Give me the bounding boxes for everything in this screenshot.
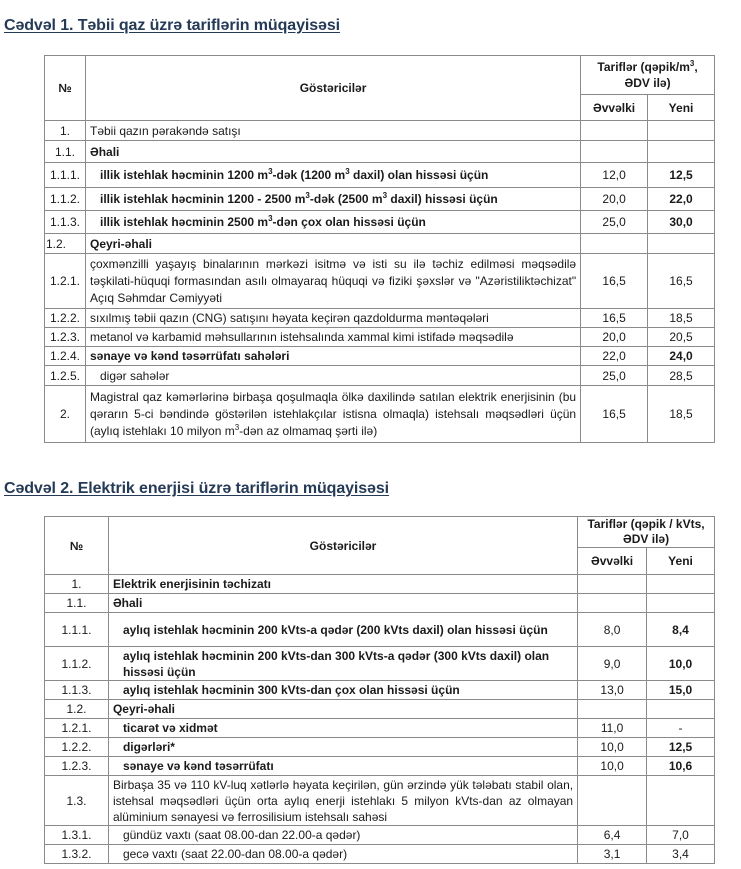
row-new — [648, 234, 715, 254]
row-text: Qeyri-əhali — [108, 700, 577, 719]
header-no: № — [45, 517, 109, 575]
row-text: digərləri* — [108, 738, 577, 757]
row-new: 12,5 — [647, 738, 715, 757]
row-no: 1.2.5. — [45, 366, 86, 386]
row-new — [647, 776, 715, 826]
row-text: Elektrik enerjisinin təchizatı — [108, 575, 577, 594]
row-no: 1.2.2. — [45, 738, 109, 757]
table-row — [45, 254, 715, 309]
row-prev: 3,1 — [578, 845, 647, 864]
row-text: Əhali — [108, 594, 577, 613]
table-row — [45, 681, 715, 700]
row-no: 1.1.1. — [45, 613, 109, 647]
table2-title: Cədvəl 2. Elektrik enerjisi üzrə tariflərin müqayisəsi — [4, 480, 389, 497]
row-text: sıxılmış təbii qazın (CNG) satışını həyata keçirən qazdoldurma məntəqələri — [85, 309, 580, 328]
table-row — [45, 613, 715, 647]
row-new — [647, 575, 715, 594]
header-previous: Əvvəlki — [578, 548, 647, 575]
row-prev — [578, 594, 647, 613]
table-row — [45, 594, 715, 613]
header-no: № — [45, 56, 86, 121]
row-no: 1.3.2. — [45, 845, 109, 864]
row-prev: 20,0 — [581, 328, 648, 347]
row-no: 1.2.2. — [45, 309, 86, 328]
table-row — [45, 141, 715, 163]
table-row — [45, 776, 715, 826]
header-tariffs: Tariflər ($qəpik/m^3$, ƏDV ilə) — [581, 56, 715, 95]
row-text: Təbii qazın pərakəndə satışı — [85, 121, 580, 141]
electricity-tariff-table — [44, 516, 715, 864]
row-prev — [578, 700, 647, 719]
row-text: aylıq istehlak həcminin 200 kVts-a qədər (200 kVts daxil) olan hissəsi üçün — [108, 613, 577, 647]
table-row — [45, 738, 715, 757]
table-row — [45, 719, 715, 738]
row-no: 1. — [45, 121, 86, 141]
row-text: illik istehlak həcminin 2500 $m^3$-dən çox olan hissəsi üçün — [85, 211, 580, 234]
row-text: Magistral qaz kəmərlərinə birbaşa qoşulmaqla ölkə daxilində satılan elektrik enerjisinin (bu qərarın 5-ci bəndində göstərilən istehlakçılar istisna olmaqla) istehsalı məqsədləri üçün (aylıq istehlakı 10 milyon $m^3$-dən az olmamaq şərti ilə) — [85, 386, 580, 443]
row-new: 3,4 — [647, 845, 715, 864]
row-prev: 22,0 — [581, 347, 648, 366]
row-text: digər sahələr — [85, 366, 580, 386]
row-new: 10,0 — [647, 647, 715, 681]
table-row — [45, 386, 715, 443]
header-previous: Əvvəlki — [581, 95, 648, 121]
row-new: 18,5 — [648, 386, 715, 443]
row-text: Əhali — [85, 141, 580, 163]
row-no: 1.2. — [45, 700, 109, 719]
row-prev: 10,0 — [578, 757, 647, 776]
row-new — [648, 121, 715, 141]
row-new: 12,5 — [648, 163, 715, 188]
header-indicators: Göstəricilər — [108, 517, 577, 575]
row-no: 1.1.3. — [45, 681, 109, 700]
table-row — [45, 163, 715, 188]
row-new: 7,0 — [647, 826, 715, 845]
row-no: 1.2. — [45, 234, 86, 254]
row-new: 16,5 — [648, 254, 715, 309]
header-new: Yeni — [648, 95, 715, 121]
row-no: 1.2.1. — [45, 719, 109, 738]
table-row — [45, 328, 715, 347]
header-tariffs: Tariflər (qəpik / kVts, ƏDV ilə) — [578, 517, 715, 548]
row-text: gündüz vaxtı (saat 08.00-dan 22.00-a qədər) — [108, 826, 577, 845]
row-text: ticarət və xidmət — [108, 719, 577, 738]
row-text: aylıq istehlak həcminin 300 kVts-dan çox olan hissəsi üçün — [108, 681, 577, 700]
row-no: 1.1.2. — [45, 647, 109, 681]
row-no: 1.3. — [45, 776, 109, 826]
row-no: 2. — [45, 386, 86, 443]
row-new: 30,0 — [648, 211, 715, 234]
row-no: 1.1. — [45, 594, 109, 613]
row-no: 1.1.2. — [45, 188, 86, 211]
table-row — [45, 309, 715, 328]
gas-tariff-table — [44, 55, 715, 443]
row-no: 1.2.1. — [45, 254, 86, 309]
row-text: sənaye və kənd təsərrüfatı — [108, 757, 577, 776]
table-row — [45, 188, 715, 211]
row-new — [647, 700, 715, 719]
row-prev: 10,0 — [578, 738, 647, 757]
row-new: 15,0 — [647, 681, 715, 700]
row-prev: 16,5 — [581, 386, 648, 443]
table-row — [45, 647, 715, 681]
row-no: 1.2.3. — [45, 328, 86, 347]
row-text: metanol və karbamid məhsullarının istehsalında xammal kimi istifadə məqsədilə — [85, 328, 580, 347]
header-new: Yeni — [647, 548, 715, 575]
row-prev — [581, 234, 648, 254]
row-no: 1.3.1. — [45, 826, 109, 845]
row-prev: 9,0 — [578, 647, 647, 681]
row-text: aylıq istehlak həcminin 200 kVts-dan 300 kVts-a qədər (300 kVts daxil) olan hissəsi üçün — [108, 647, 577, 681]
table-row — [45, 366, 715, 386]
row-prev — [581, 121, 648, 141]
row-prev: 6,4 — [578, 826, 647, 845]
table-row — [45, 575, 715, 594]
table-row — [45, 234, 715, 254]
row-prev: 11,0 — [578, 719, 647, 738]
row-text: çoxmənzilli yaşayış binalarının mərkəzi isitmə və isti su ilə təchiz edilməsi məqsədilə təşkilati-hüquqi formasından asılı olmayaraq hüquqi və fiziki şəxslər və "Azəristiliktəchizat" Açıq Səhmdar Cəmiyyəti — [85, 254, 580, 309]
row-text: illik istehlak həcminin 1200 - 2500 $m^3$-dək (2500 $m^3$ daxil) hissəsi üçün — [85, 188, 580, 211]
row-prev: 13,0 — [578, 681, 647, 700]
row-prev — [578, 575, 647, 594]
row-no: 1.2.3. — [45, 757, 109, 776]
table-row — [45, 347, 715, 366]
row-new: 10,6 — [647, 757, 715, 776]
table-row — [45, 211, 715, 234]
row-prev: 25,0 — [581, 366, 648, 386]
row-new: 20,5 — [648, 328, 715, 347]
row-no: 1.2.4. — [45, 347, 86, 366]
row-text: illik istehlak həcminin 1200 $m^3$-dək (1200 $m^3$ daxil) olan hissəsi üçün — [85, 163, 580, 188]
row-new: 24,0 — [648, 347, 715, 366]
row-no: 1.1.3. — [45, 211, 86, 234]
row-text: gecə vaxtı (saat 22.00-dan 08.00-a qədər) — [108, 845, 577, 864]
table-row — [45, 121, 715, 141]
row-no: 1.1.1. — [45, 163, 86, 188]
row-prev — [581, 141, 648, 163]
row-new: - — [647, 719, 715, 738]
row-new: 18,5 — [648, 309, 715, 328]
header-indicators: Göstəricilər — [85, 56, 580, 121]
table1-title: Cədvəl 1. Təbii qaz üzrə tariflərin müqayisəsi — [4, 17, 340, 34]
row-prev: 12,0 — [581, 163, 648, 188]
row-new: 8,4 — [647, 613, 715, 647]
row-prev — [578, 776, 647, 826]
row-prev: 16,5 — [581, 309, 648, 328]
table-row — [45, 826, 715, 845]
row-prev: 20,0 — [581, 188, 648, 211]
row-no: 1. — [45, 575, 109, 594]
row-text: Birbaşa 35 və 110 kV-luq xətlərlə həyata keçirilən, gün ərzində yük tələbatı stabil olan, istehsal məqsədləri üçün orta aylıq enerji istehlakı 5 milyon kVts-dan az olmayan alüminium sənayesi və ferrosilisium istehsalı sahəsi — [108, 776, 577, 826]
table-row — [45, 700, 715, 719]
row-text: sənaye və kənd təsərrüfatı sahələri — [85, 347, 580, 366]
row-prev: 25,0 — [581, 211, 648, 234]
row-no: 1.1. — [45, 141, 86, 163]
row-new: 28,5 — [648, 366, 715, 386]
table-row — [45, 757, 715, 776]
row-new: 22,0 — [648, 188, 715, 211]
row-text: Qeyri-əhali — [85, 234, 580, 254]
row-prev: 16,5 — [581, 254, 648, 309]
table-row — [45, 845, 715, 864]
row-new — [648, 141, 715, 163]
row-new — [647, 594, 715, 613]
row-prev: 8,0 — [578, 613, 647, 647]
